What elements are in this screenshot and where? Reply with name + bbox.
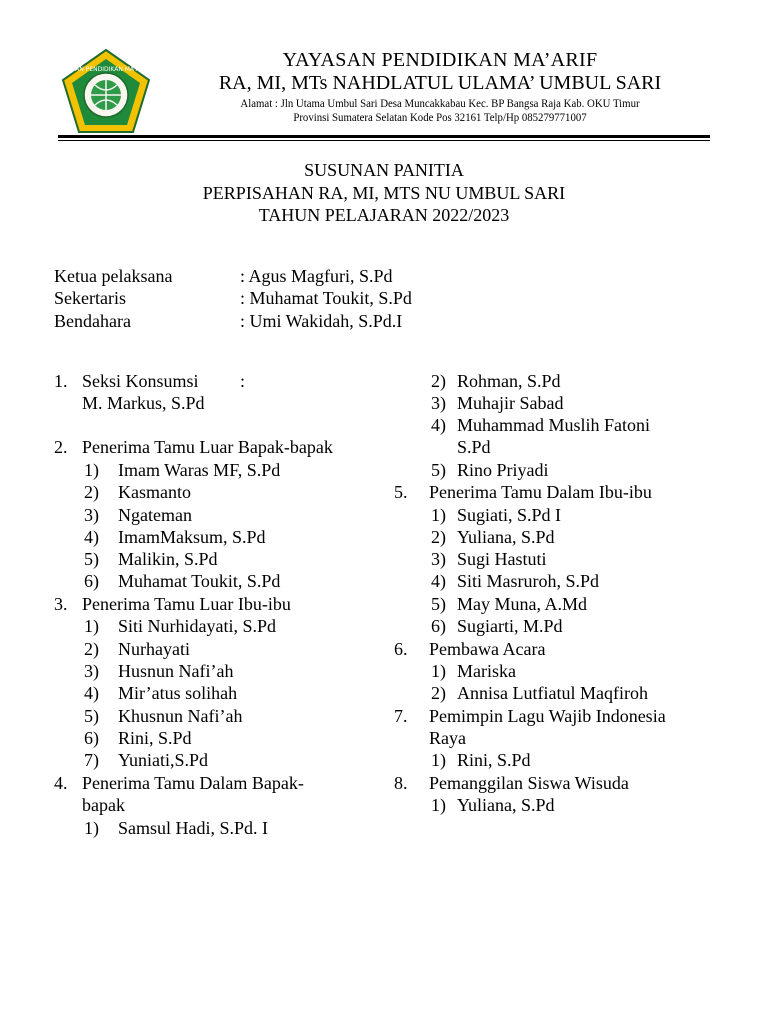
officer-name: : Agus Magfuri, S.Pd (240, 266, 393, 286)
member-number: 7) (84, 750, 99, 770)
member-number: 4) (431, 415, 446, 435)
member-name: Siti Masruroh, S.Pd (457, 571, 600, 591)
member-name: Husnun Nafi’ah (118, 661, 234, 681)
member-number: 4) (431, 571, 446, 591)
member-name: Sugi Hastuti (457, 549, 547, 569)
document-title: SUSUNAN PANITIA (304, 160, 464, 180)
organization-logo (60, 47, 152, 139)
member-name: Rini, S.Pd (118, 728, 192, 748)
member-name: Sugiarti, M.Pd (457, 616, 563, 636)
member-number: 4) (84, 527, 99, 547)
member-name: Yuliana, S.Pd (457, 795, 555, 815)
officer-role: Sekertaris (54, 288, 126, 308)
member-name: ImamMaksum, S.Pd (118, 527, 266, 547)
member-name-continued: S.Pd (457, 437, 491, 457)
school-year: TAHUN PELAJARAN 2022/2023 (258, 205, 510, 225)
section-title: Pembawa Acara (429, 639, 546, 659)
section-title: Penerima Tamu Luar Ibu-ibu (82, 594, 291, 614)
member-number: 1) (84, 616, 99, 636)
member-name: Imam Waras MF, S.Pd (118, 460, 281, 480)
section-number: 4. (54, 773, 68, 793)
member-number: 1) (84, 460, 99, 480)
member-number: 4) (84, 683, 99, 703)
section-title-continued: Raya (429, 728, 466, 748)
member-name: Nurhayati (118, 639, 190, 659)
officer-name: : Muhamat Toukit, S.Pd (240, 288, 412, 308)
section-title: Penerima Tamu Dalam Ibu-ibu (429, 482, 652, 502)
member-name: Sugiati, S.Pd I (457, 505, 562, 525)
member-name: Muhammad Muslih Fatoni (457, 415, 650, 435)
section-number: 3. (54, 594, 68, 614)
member-name: Yuliana, S.Pd (457, 527, 555, 547)
svg-text:IKATAN PENDIDIKAN MA'ARIF: IKATAN PENDIDIKAN MA'ARIF (62, 66, 150, 73)
section-number: 6. (394, 639, 408, 659)
member-number: 1) (431, 795, 446, 815)
member-number: 1) (431, 661, 446, 681)
member-number: 5) (431, 460, 446, 480)
member-name: May Muna, A.Md (457, 594, 587, 614)
member-number: 3) (84, 661, 99, 681)
member-number: 6) (84, 571, 99, 591)
address-line-1: Alamat : Jln Utama Umbul Sari Desa Muncakkabau Kec. BP Bangsa Raja Kab. OKU Timur (240, 96, 640, 110)
member-name: Muhamat Toukit, S.Pd (118, 571, 281, 591)
member-number: 6) (84, 728, 99, 748)
section-number: 2. (54, 437, 68, 457)
member-name: Rino Priyadi (457, 460, 549, 480)
member-name: Siti Nurhidayati, S.Pd (118, 616, 277, 636)
section-number: 5. (394, 482, 408, 502)
member-name: Samsul Hadi, S.Pd. I (118, 818, 269, 838)
member-number: 2) (431, 371, 446, 391)
member-number: 2) (431, 527, 446, 547)
section-title: Pemanggilan Siswa Wisuda (429, 773, 629, 793)
foundation-name: YAYASAN PENDIDIKAN MA’ARIF (282, 49, 598, 71)
member-name: Khusnun Nafi’ah (118, 706, 243, 726)
section-title: Pemimpin Lagu Wajib Indonesia (429, 706, 666, 726)
member-name: Mariska (457, 661, 516, 681)
member-number: 1) (431, 750, 446, 770)
member-name: Mir’atus solihah (118, 683, 238, 703)
member-number: 3) (84, 505, 99, 525)
member-name: Rini, S.Pd (457, 750, 531, 770)
section-number: 8. (394, 773, 408, 793)
officer-name: : Umi Wakidah, S.Pd.I (240, 311, 403, 331)
member-number: 1) (431, 505, 446, 525)
member-number: 2) (84, 639, 99, 659)
section-title: Seksi Konsumsi (82, 371, 199, 391)
member-name: Yuniati,S.Pd (118, 750, 209, 770)
section-title: Penerima Tamu Dalam Bapak- (82, 773, 304, 793)
section-title: Penerima Tamu Luar Bapak-bapak (82, 437, 333, 457)
officer-role: Bendahara (54, 311, 131, 331)
member-number: 3) (431, 393, 446, 413)
section-number: 7. (394, 706, 408, 726)
member-name: M. Markus, S.Pd (82, 393, 205, 413)
header-rule-thick (58, 135, 710, 138)
member-number: 6) (431, 616, 446, 636)
member-number: 5) (84, 549, 99, 569)
member-name: Malikin, S.Pd (118, 549, 218, 569)
member-name: Kasmanto (118, 482, 191, 502)
address-line-2: Provinsi Sumatera Selatan Kode Pos 32161 Telp/Hp 085279771007 (293, 110, 587, 124)
member-number: 2) (84, 482, 99, 502)
officer-role: Ketua pelaksana (54, 266, 173, 286)
member-name: Muhajir Sabad (457, 393, 564, 413)
document-subtitle: PERPISAHAN RA, MI, MTS NU UMBUL SARI (202, 183, 566, 203)
member-number: 3) (431, 549, 446, 569)
member-name: Ngateman (118, 505, 192, 525)
section-colon: : (240, 371, 246, 391)
member-name: Rohman, S.Pd (457, 371, 561, 391)
member-number: 5) (84, 706, 99, 726)
member-number: 2) (431, 683, 446, 703)
school-name: RA, MI, MTs NAHDLATUL ULAMA’ UMBUL SARI (218, 72, 662, 94)
section-title-continued: bapak (82, 795, 125, 815)
section-number: 1. (54, 371, 68, 391)
header-rule-thin (58, 140, 710, 141)
member-name: Annisa Lutfiatul Maqfiroh (457, 683, 648, 703)
member-number: 1) (84, 818, 99, 838)
member-number: 5) (431, 594, 446, 614)
